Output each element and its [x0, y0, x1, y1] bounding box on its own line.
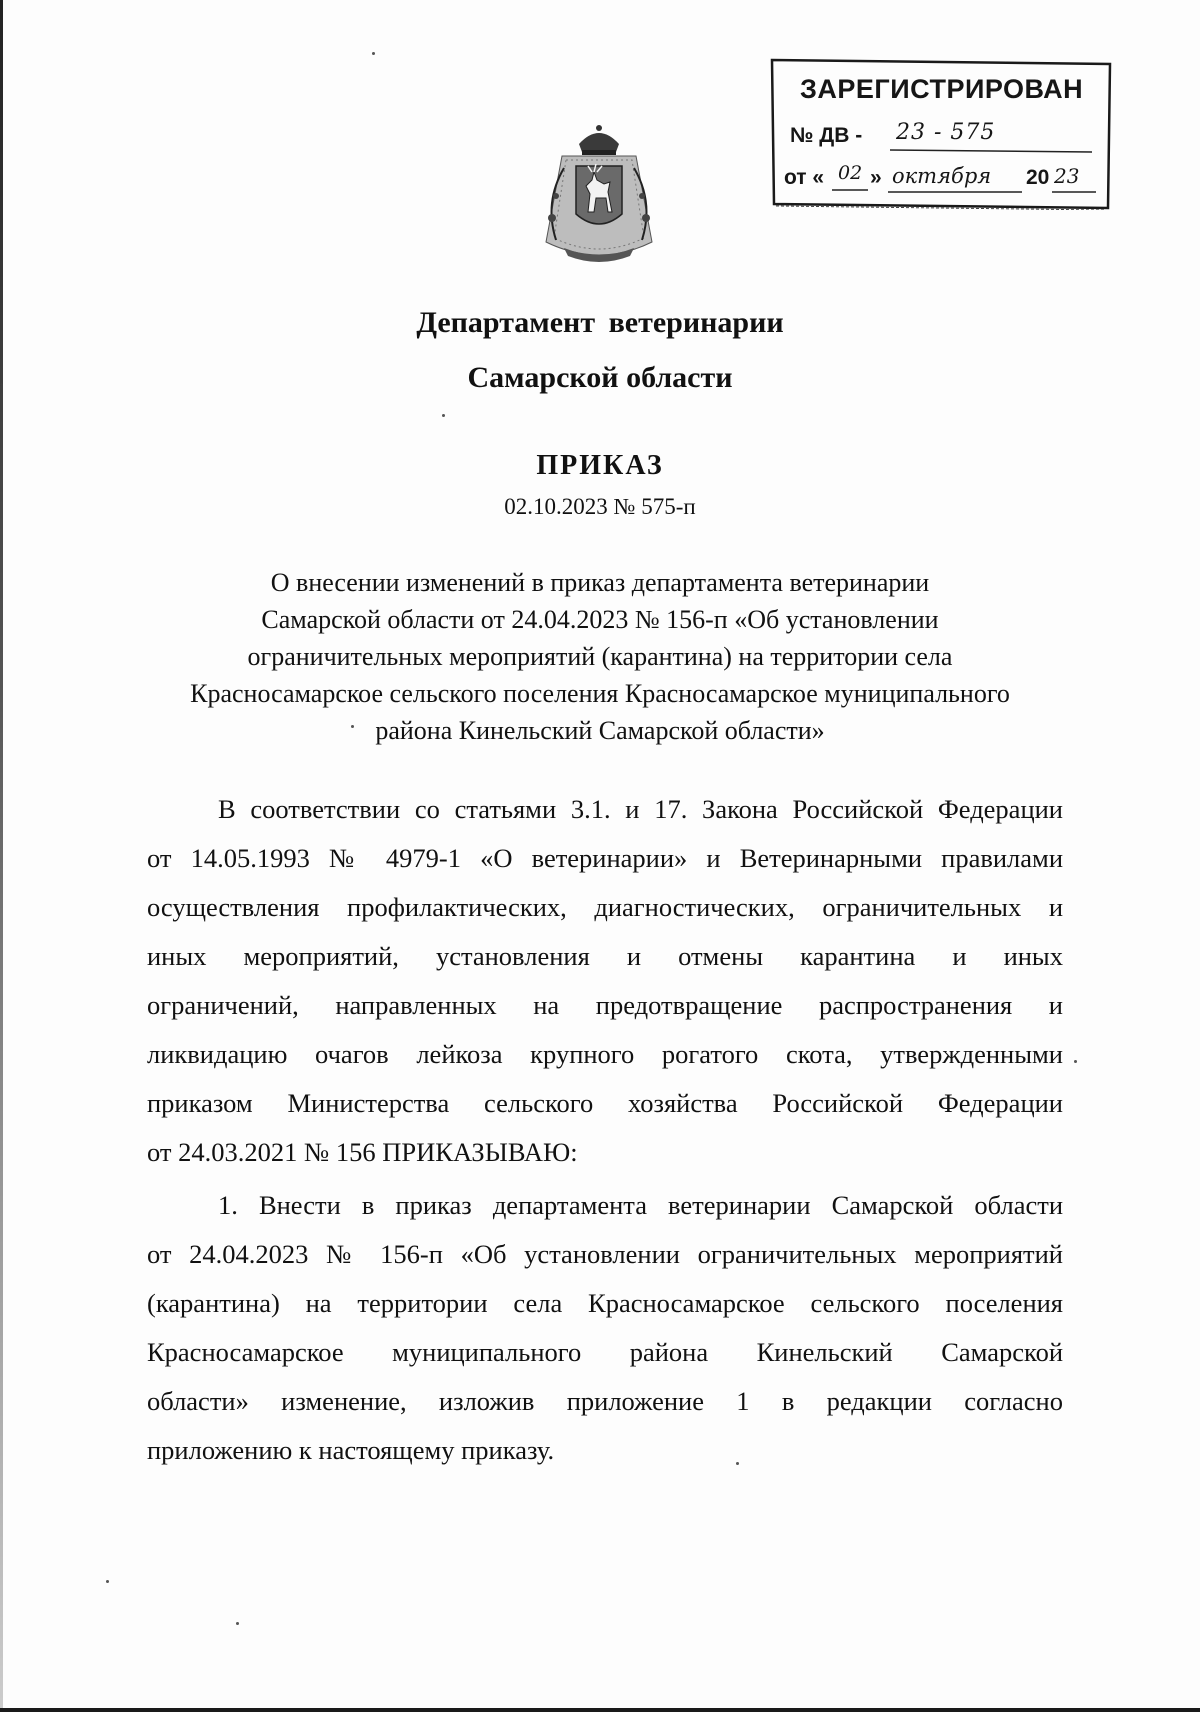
scan-bottom-edge: [0, 1708, 1200, 1712]
subject-line: Красносамарское сельского поселения Красносамарское муниципального: [190, 679, 1010, 708]
department-name-line2: Самарской области: [467, 361, 733, 394]
paragraph-line: ликвидацию очагов лейкоза крупного рогатого скота, утвержденными: [147, 1039, 1063, 1069]
paragraph-line: иных мероприятий, установления и отмены карантина и иных: [147, 941, 1063, 971]
paragraph-line: 1. Внести в приказ департамента ветеринарии Самарской области: [218, 1190, 1063, 1220]
subject-line: ограничительных мероприятий (карантина) на территории села: [247, 642, 953, 671]
scan-speck: [442, 414, 445, 417]
paragraph-line: (карантина) на территории села Красносамарское сельского поселения: [147, 1288, 1063, 1318]
scan-left-edge: [0, 0, 3, 1712]
stamp-date-day: 02: [838, 162, 863, 184]
scan-speck: [106, 1580, 109, 1583]
paragraph-line: приказом Министерства сельского хозяйства Российской Федерации: [147, 1088, 1063, 1118]
department-name-line1: Департамент ветеринарии: [416, 306, 784, 339]
scan-speck: [351, 725, 354, 728]
scan-speck: [236, 1622, 239, 1625]
paragraph-line: ограничений, направленных на предотвращение распространения и: [147, 990, 1063, 1020]
preamble-paragraph: [147, 785, 1063, 1177]
stamp-date-month: октября: [892, 164, 992, 188]
stamp-number-value: 23 - 575: [896, 120, 996, 145]
subject-line: Самарской области от 24.04.2023 № 156-п «Об установлении: [261, 605, 939, 634]
subject-line: О внесении изменений в приказ департамента ветеринарии: [270, 568, 930, 597]
paragraph-line: Красносамарское муниципального района Кинельский Самарской: [147, 1337, 1063, 1367]
paragraph-line: осуществления профилактических, диагностических, ограничительных и: [147, 892, 1063, 922]
scan-speck: [372, 52, 375, 55]
stamp-date-prefix: от «: [784, 166, 825, 189]
paragraph-line: области» изменение, изложив приложение 1 в редакции согласно: [147, 1386, 1063, 1416]
paragraph-line: В соответствии со статьями 3.1. и 17. Закона Российской Федерации: [218, 794, 1063, 824]
paragraph-line: от 24.04.2023 № 156-п «Об установлении ограничительных мероприятий: [147, 1239, 1063, 1269]
document-date-number: 02.10.2023 № 575-п: [504, 494, 696, 519]
document-subject: [130, 564, 1070, 749]
paragraph-line: приложению к настоящему приказу.: [147, 1435, 555, 1465]
paragraph-line: от 24.03.2021 № 156 ПРИКАЗЫВАЮ:: [147, 1137, 578, 1167]
scan-speck: [736, 1462, 739, 1465]
order-item-1: [147, 1181, 1063, 1475]
registration-stamp: [770, 58, 1112, 210]
stamp-year-prefix: 20: [1026, 166, 1050, 189]
stamp-number-label: № ДВ -: [790, 124, 863, 147]
stamp-year-suffix: 23: [1054, 164, 1080, 188]
samara-coat-of-arms-icon: [534, 122, 664, 268]
stamp-date-close: »: [870, 166, 882, 189]
scan-speck: [1074, 1060, 1077, 1063]
document-type: ПРИКАЗ: [536, 450, 664, 481]
subject-line: района Кинельский Самарской области»: [375, 716, 825, 745]
stamp-title: ЗАРЕГИСТРИРОВАН: [800, 74, 1084, 104]
paragraph-line: от 14.05.1993 № 4979-1 «О ветеринарии» и Ветеринарными правилами: [147, 843, 1063, 873]
